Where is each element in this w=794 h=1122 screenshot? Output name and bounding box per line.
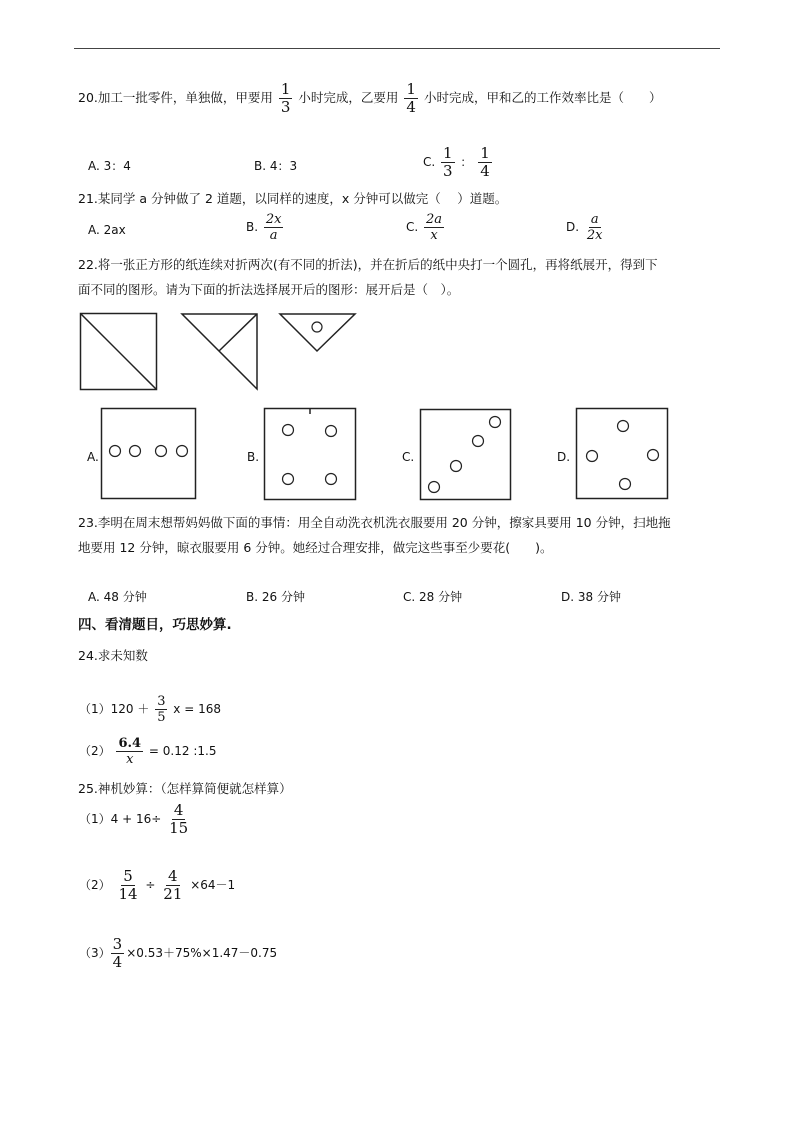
q24-part-1: （1）120 ＋ $\frac{3}{5}$ x = 168 [79,694,221,725]
q25-part-2: （2） $\frac{5}{14}$ ÷ $\frac{4}{21}$ ×64－1 [79,867,236,903]
fraction-1-4: $\frac{1}{4}$ [406,80,416,116]
q22-option-a-label[interactable]: A. [87,450,99,464]
question-22-line1: 22.将一张正方形的纸连续对折两次(有不同的折法)，并在折后的纸中央打一个圆孔，再将纸展开，得到下 [78,257,658,272]
question-23-line1: 23.李明在周末想帮妈妈做下面的事情：用全自动洗衣机洗衣服要用 20 分钟，擦家具要用 10 分钟，扫地拖 [78,515,671,530]
header-rule [74,48,720,49]
q22-option-d-label[interactable]: D. [557,450,571,464]
q22-option-b-label[interactable]: B. [247,450,260,464]
q21-option-b[interactable]: B. $\frac{2x}{a}$ [246,212,282,243]
q22-option-c-label[interactable]: C. [402,450,415,464]
q23-option-d[interactable]: D. 38 分钟 [561,590,621,604]
question-20: 20.加工一批零件，单独做，甲要用 $\frac{1}{3}$ 小时完成，乙要用 $\frac{1}{4}$ 小时完成，甲和乙的工作效率比是（ ） [78,80,662,116]
q25-part-3: （3） $\frac{3}{4}$ ×0.53＋75%×1.47－0.75 [79,935,278,971]
fraction-1-3: $\frac{1}{3}$ [280,80,291,116]
question-21: 21.某同学 a 分钟做了 2 道题，以同样的速度，x 分钟可以做完（ ）道题。 [78,191,508,206]
q22-option-c-figure[interactable] [420,409,512,501]
q23-option-a[interactable]: A. 48 分钟 [88,590,147,604]
question-23-line2: 地要用 12 分钟，晾衣服要用 6 分钟。她经过合理安排，做完这些事至少要花( )。 [78,540,553,555]
q23-option-c[interactable]: C. 28 分钟 [403,590,463,604]
q25-part-1: （1）4 + 16÷ $\frac{4}{15}$ [79,801,189,837]
q22-option-a-figure[interactable] [101,408,197,500]
fold-square-diagram [80,313,158,391]
q21-option-c[interactable]: C. $\frac{2a}{x}$ [406,212,443,243]
question-25-title: 25.神机妙算：（怎样算简便就怎样算） [78,781,292,796]
section-4-title: 四、看清题目，巧思妙算. [78,617,232,633]
q20-option-b[interactable]: B. 4：3 [254,159,298,173]
question-24-title: 24.求未知数 [78,648,148,663]
q23-option-b[interactable]: B. 26 分钟 [246,590,305,604]
q20-option-a[interactable]: A. 3：4 [88,159,131,173]
q21-option-d[interactable]: D. $\frac{a}{2x}$ [566,212,603,243]
q24-part-2: （2） $\frac{6.4}{x}$ = 0.12 :1.5 [79,736,217,767]
q20-option-c[interactable]: C. $\frac{1}{3}$ ： $\frac{1}{4}$ [423,144,490,180]
q22-option-b-figure[interactable] [264,408,357,501]
fold-hole-diagram [279,313,357,353]
fold-triangle-diagram [181,313,259,391]
q21-option-a[interactable]: A. 2ax [88,223,126,237]
q22-option-d-figure[interactable] [576,408,669,500]
question-22-line2: 面不同的图形。请为下面的折法选择展开后的图形：展开后是（ ）。 [78,282,460,297]
